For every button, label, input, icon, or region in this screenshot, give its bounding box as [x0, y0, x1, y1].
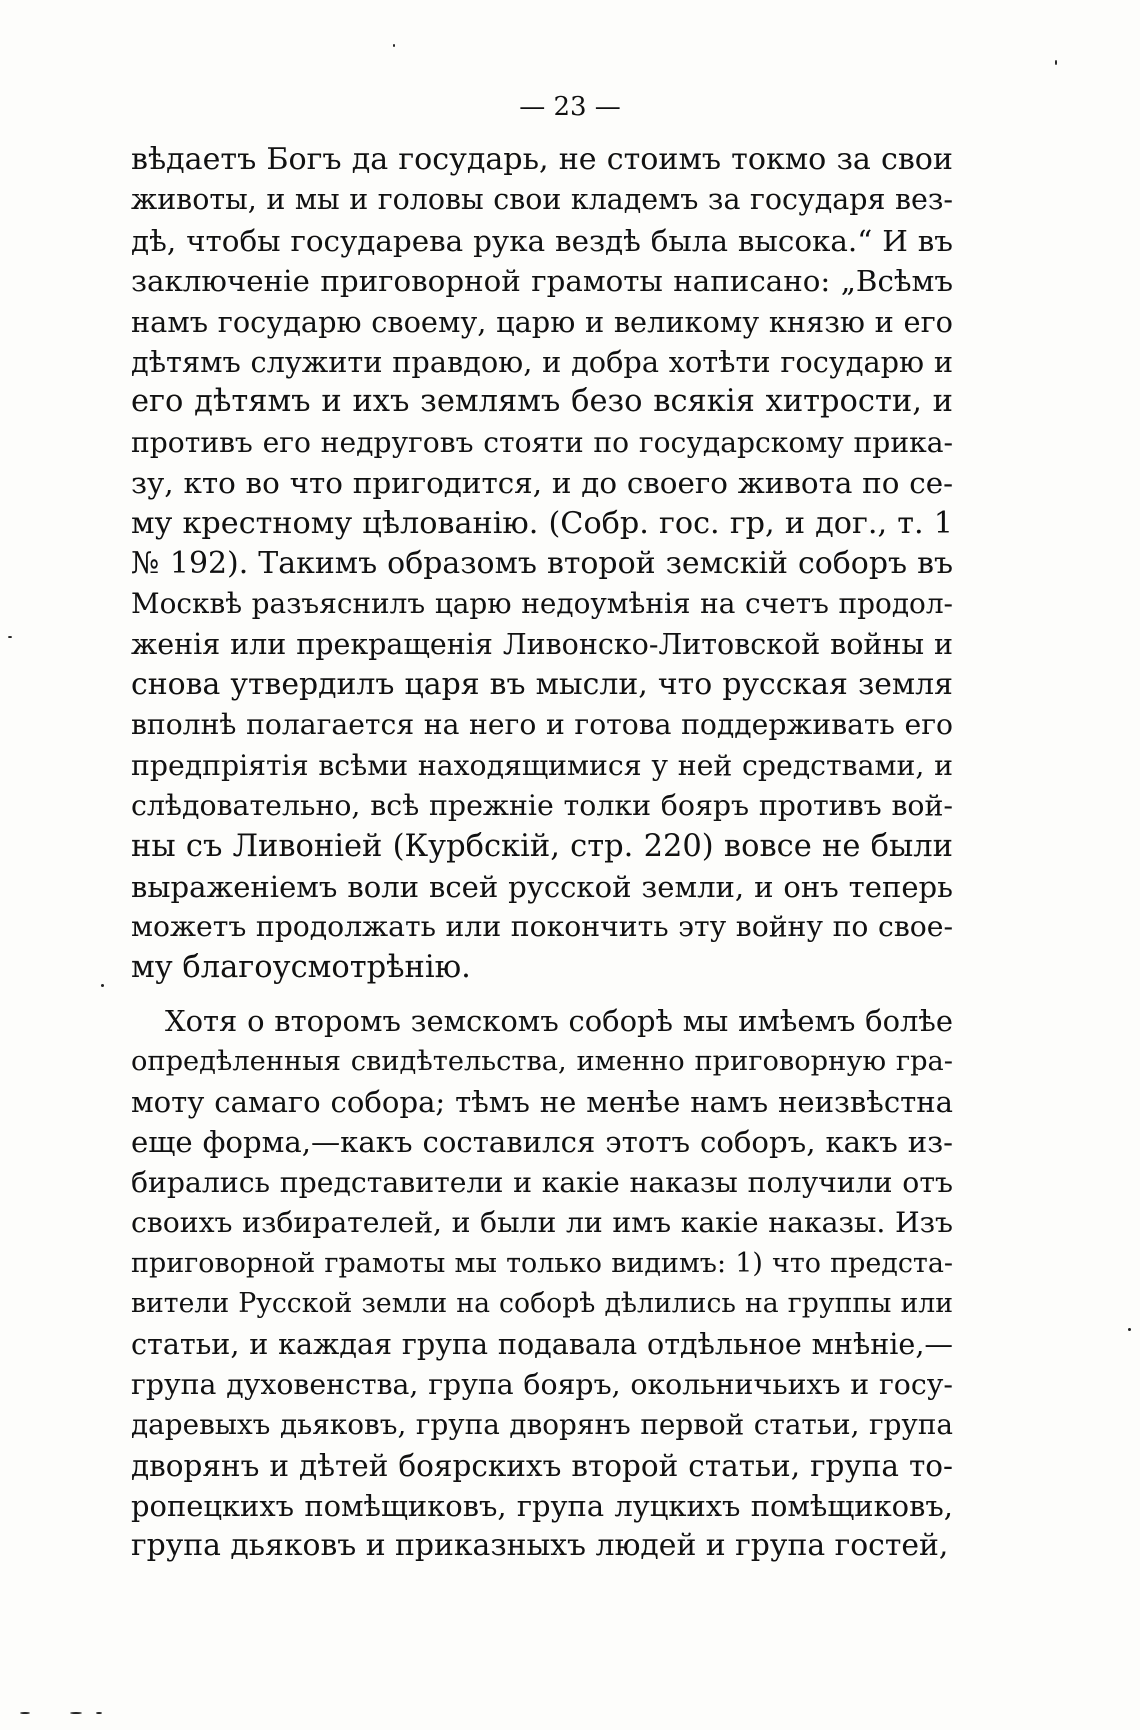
- text-line: група духовенства, група бояръ, окольничьихъ и госу-: [131, 1367, 953, 1401]
- text-line: заключеніе приговорной грамоты написано: „Всѣмъ: [131, 264, 953, 299]
- text-line: ропецкихъ помѣщиковъ, група луцкихъ помѣщиковъ,: [131, 1488, 953, 1523]
- page-number: — 23 —: [519, 92, 621, 122]
- text-line: своихъ избирателей, и были ли имъ какіе наказы. Изъ: [131, 1206, 953, 1240]
- text-line: Москвѣ разъяснилъ царю недоумѣнія на счетъ продол-: [131, 587, 953, 621]
- text-line: можетъ продолжать или покончить эту войну по свое-: [131, 910, 953, 944]
- text-line: женія или прекращенія Ливонско-Литовской войны и: [131, 627, 953, 661]
- text-line: снова утвердилъ царя въ мысли, что русская земля: [131, 667, 953, 703]
- scan-speck: [8, 636, 12, 638]
- text-line: зу, кто во что пригодится, и до своего живота по се-: [131, 466, 953, 501]
- text-line: выраженіемъ воли всей русской земли, и онъ теперь: [131, 870, 953, 905]
- body-text: [131, 140, 953, 1567]
- text-line: слѣдовательно, всѣ прежніе толки бояръ противъ вой-: [131, 789, 953, 823]
- scan-speck: [70, 1712, 82, 1714]
- text-line: предпріятія всѣми находящимися у ней средствами, и: [131, 748, 953, 782]
- text-line: противъ его недруговъ стояти по государскому прика-: [131, 425, 953, 459]
- paragraph-1: [131, 140, 953, 988]
- text-line: му крестному цѣлованію. (Собр. гос. гр, и дог., т. 1: [131, 505, 953, 541]
- text-line: Хотя о второмъ земскомъ соборѣ мы имѣемъ болѣе: [165, 1004, 953, 1039]
- text-line: вѣдаетъ Богъ да государь, не стоимъ токмо за свои: [131, 142, 953, 177]
- scan-speck: [96, 1712, 102, 1714]
- scan-speck: [1055, 60, 1057, 65]
- text-line: статьи, и каждая група подавала отдѣльное мнѣніе,—: [131, 1327, 953, 1362]
- text-line: вители Русской земли на соборѣ дѣлились на группы или: [131, 1287, 953, 1319]
- scan-speck: [20, 1712, 30, 1714]
- scan-speck: [101, 984, 104, 987]
- text-line: бирались представители и какіе наказы получили отъ: [131, 1165, 953, 1199]
- scan-speck: [393, 44, 395, 47]
- text-line: приговорной грамоты мы только видимъ: 1) что предста-: [131, 1247, 953, 1279]
- text-line: опредѣленныя свидѣтельства, именно приговорную гра-: [131, 1045, 953, 1077]
- text-line: дѣтямъ служити правдою, и добра хотѣти государю и: [131, 344, 953, 379]
- text-line: дворянъ и дѣтей боярскихъ второй статьи, група то-: [131, 1448, 953, 1483]
- text-line: намъ государю своему, царю и великому князю и его: [131, 304, 953, 339]
- text-line: даревыхъ дьяковъ, група дворянъ первой статьи, група: [131, 1408, 953, 1442]
- text-line: дѣ, чтобы государева рука вездѣ была высока.“ И въ: [131, 223, 953, 258]
- text-line: група дьяковъ и приказныхъ людей и група гостей,: [131, 1528, 949, 1564]
- text-line: моту самаго собора; тѣмъ не менѣе намъ неизвѣстна: [131, 1084, 953, 1119]
- text-line: му благоусмотрѣнію.: [131, 949, 471, 985]
- paragraph-2: [131, 1001, 953, 1566]
- text-line: животы, и мы и головы свои кладемъ за государя вез-: [131, 183, 953, 217]
- text-line: вполнѣ полагается на него и готова поддерживать его: [131, 708, 953, 742]
- scan-speck: [1128, 1328, 1131, 1331]
- text-line: ны съ Ливоніей (Курбскій, стр. 220) вовсе не были: [131, 828, 953, 864]
- text-line: его дѣтямъ и ихъ землямъ безо всякія хитрости, и: [131, 384, 953, 420]
- text-line: еще форма,—какъ составился этотъ соборъ, какъ из-: [131, 1125, 953, 1160]
- text-line: № 192). Такимъ образомъ второй земскій соборъ въ: [131, 545, 953, 581]
